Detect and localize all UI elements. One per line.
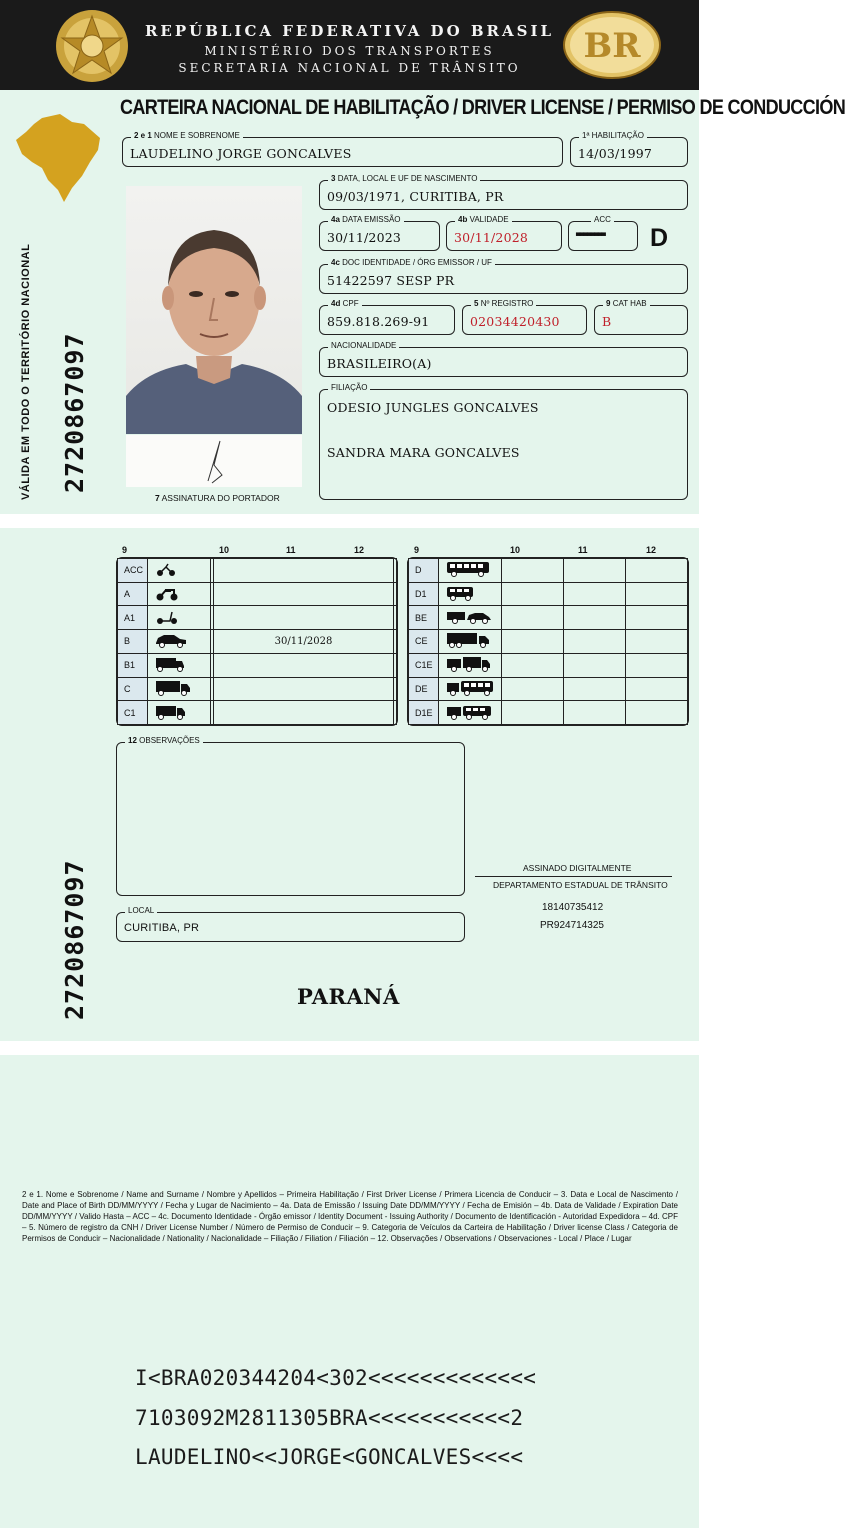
minibus-icon — [445, 585, 493, 601]
code-1: 18140735412 — [542, 902, 604, 913]
category-date-12 — [393, 653, 396, 677]
local-field — [116, 906, 465, 942]
minibus-trailer-icon — [445, 704, 493, 720]
category-row-de — [409, 677, 688, 701]
category-code: CE — [409, 630, 439, 654]
category-date-10 — [502, 701, 564, 725]
mrz-line-1: I<BRA020344204<302<<<<<<<<<<<<< — [135, 1366, 537, 1390]
birth-label: 3 DATA, LOCAL E UF DE NASCIMENTO — [328, 173, 480, 185]
vehicle-cell — [148, 653, 211, 677]
mrz-line-3: LAUDELINO<<JORGE<GONCALVES<<<< — [135, 1445, 524, 1469]
category-code: D1E — [409, 701, 439, 725]
small-truck-icon — [154, 704, 202, 720]
col-header-12-right: 12 — [646, 545, 657, 555]
category-row-c1 — [118, 701, 397, 725]
issue-date-value: 30/11/2023 — [327, 230, 402, 245]
category-date-12 — [626, 582, 688, 606]
validity-note: VÁLIDA EM TODO O TERRITÓRIO NACIONAL — [20, 243, 32, 500]
category-date-12 — [626, 677, 688, 701]
doc-id-value: 51422597 SESP PR — [327, 273, 455, 288]
validity-value: 30/11/2028 — [454, 230, 529, 245]
car-trailer-icon — [445, 609, 493, 625]
cpf-value: 859.818.269-91 — [327, 314, 430, 329]
category-code: C — [118, 677, 148, 701]
category-date-11 — [214, 677, 394, 701]
category-row-d1 — [409, 582, 688, 606]
cat-hab-field — [594, 299, 688, 335]
license-title: CARTEIRA NACIONAL DE HABILITAÇÃO / DRIVER LICENSE / PERMISO DE CONDUCCIÓN — [120, 96, 845, 119]
category-letter: D — [650, 224, 669, 252]
category-date-12 — [393, 701, 396, 725]
category-date-11: 30/11/2028 — [214, 630, 394, 654]
truck-icon — [154, 680, 202, 696]
cat-hab-label: 9 CAT HAB — [603, 298, 650, 310]
category-code: A1 — [118, 606, 148, 630]
nationality-value: BRASILEIRO(A) — [327, 356, 432, 371]
first-license-label: 1ª HABILITAÇÃO — [579, 130, 647, 142]
vehicle-cell — [148, 606, 211, 630]
vehicle-cell — [439, 559, 502, 583]
category-date-11 — [214, 606, 394, 630]
category-code: D — [409, 559, 439, 583]
category-row-ce — [409, 630, 688, 654]
issue-date-field — [319, 215, 440, 251]
category-grid-right — [407, 557, 689, 726]
side-number: 2720867097 — [60, 332, 89, 493]
department-name: DEPARTAMENTO ESTADUAL DE TRÂNSITO — [493, 880, 668, 890]
category-date-12 — [393, 606, 396, 630]
br-badge-text: BR — [583, 26, 641, 66]
holder-photo — [126, 186, 302, 434]
vehicle-cell — [148, 582, 211, 606]
truck-trailer-icon — [445, 632, 493, 648]
category-date-11 — [564, 606, 626, 630]
category-code: B1 — [118, 653, 148, 677]
category-row-d — [409, 559, 688, 583]
nationality-field — [319, 341, 688, 377]
category-grid-left — [116, 557, 398, 726]
vehicle-cell — [148, 630, 211, 654]
category-date-10 — [502, 582, 564, 606]
category-date-10 — [502, 559, 564, 583]
observations-box — [116, 736, 465, 896]
acc-label: ACC — [591, 214, 614, 226]
br-badge-icon — [562, 10, 662, 80]
category-date-12 — [626, 606, 688, 630]
category-date-11 — [564, 559, 626, 583]
category-row-b1 — [118, 653, 397, 677]
observations-label: 12 OBSERVAÇÕES — [125, 735, 203, 747]
vehicle-cell — [439, 677, 502, 701]
category-date-12 — [393, 559, 396, 583]
category-date-11 — [214, 653, 394, 677]
registro-value: 02034420430 — [470, 314, 560, 329]
bus-icon — [445, 561, 493, 577]
filiation-label: FILIAÇÃO — [328, 382, 370, 394]
category-date-10 — [502, 677, 564, 701]
col-header-10-right: 10 — [510, 545, 521, 555]
category-date-11 — [214, 559, 394, 583]
acc-value: ▀▀▀▀▀▀▀▀ — [576, 233, 605, 240]
category-date-12 — [626, 630, 688, 654]
category-date-11 — [564, 630, 626, 654]
category-date-12 — [626, 559, 688, 583]
first-license-field — [570, 131, 688, 167]
father-name: ODESIO JUNGLES GONCALVES — [327, 400, 539, 415]
category-code: DE — [409, 677, 439, 701]
category-code: BE — [409, 606, 439, 630]
validity-field — [446, 215, 562, 251]
cpf-field — [319, 299, 455, 335]
vehicle-cell — [439, 606, 502, 630]
category-date-11 — [214, 582, 394, 606]
vehicle-cell — [148, 559, 211, 583]
vehicle-cell — [439, 630, 502, 654]
cat-hab-value: B — [602, 314, 612, 329]
filiation-field — [319, 383, 688, 500]
category-date-10 — [502, 653, 564, 677]
issue-date-label: 4a DATA EMISSÃO — [328, 214, 404, 226]
category-row-b — [118, 630, 397, 654]
col-header-9-left: 9 — [122, 545, 128, 555]
local-value: CURITIBA, PR — [124, 922, 200, 934]
tricycle-icon — [154, 656, 202, 672]
category-date-12 — [393, 677, 396, 701]
category-row-c — [118, 677, 397, 701]
mrz-line-2: 7103092M2811305BRA<<<<<<<<<<<2 — [135, 1406, 524, 1430]
signature-label: 7 ASSINATURA DO PORTADOR — [155, 493, 280, 503]
category-row-a — [118, 582, 397, 606]
header-line-1: REPÚBLICA FEDERATIVA DO BRASIL — [144, 22, 555, 40]
col-header-11-right: 11 — [578, 545, 588, 555]
category-row-a1 — [118, 606, 397, 630]
category-code: C1 — [118, 701, 148, 725]
category-date-11 — [214, 701, 394, 725]
category-date-12 — [393, 582, 396, 606]
header-bar — [0, 0, 699, 90]
category-date-11 — [564, 582, 626, 606]
signature-icon — [126, 435, 302, 487]
category-row-acc — [118, 559, 397, 583]
motorcycle-icon — [154, 585, 202, 601]
category-date-12 — [626, 701, 688, 725]
moped-icon — [154, 561, 202, 577]
col-header-12-left: 12 — [354, 545, 365, 555]
category-date-11 — [564, 653, 626, 677]
first-license-value: 14/03/1997 — [578, 146, 653, 161]
field-legend: 2 e 1. Nome e Sobrenome / Name and Surname / Nombre y Apellidos – Primeira Habilitação / First Driver License / Primera Licencia de Conducir – 3. Data e Local de Nascimento / Date and Place of Birth DD/MM/YYYY / Fecha y Lugar de Nacimiento – 4a. Data de Emissão / Issuing Date DD/MM/YYYY / Fecha de Emisión – 4b. Data de Validade / Expiration Date DD/MM/YYYY / Valido Hasta – ACC – 4c. Documento Identidade - Órgão emissor / Identity Document - Issuing Authority / Documento de Identificación - Autoridad Expedidora – 4d. CPF – 5. Número de registro da CNH / Driver License Number / Número de Permiso de Conducir – 9. Categoria de Veículos da Carteira de Habilitação / Driver license Class / Categoria de Permisos de Conducir – Nacionalidade / Nationality / Nacionalidade – Filiação / Filiation / Filiación – 12. Observações / Observations / Observaciones - Local / Place / Lugar — [22, 1190, 678, 1243]
header-line-3: SECRETARIA NACIONAL DE TRÂNSITO — [178, 61, 521, 75]
col-header-9-right: 9 — [414, 545, 420, 555]
scooter-icon — [154, 609, 202, 625]
brazil-map-icon — [12, 110, 104, 205]
category-code: A — [118, 582, 148, 606]
acc-field — [568, 215, 638, 251]
signature-line — [475, 876, 672, 877]
category-code: B — [118, 630, 148, 654]
category-date-12 — [393, 630, 396, 654]
name-value: LAUDELINO JORGE GONCALVES — [130, 146, 352, 161]
category-date-12 — [626, 653, 688, 677]
vehicle-cell — [148, 677, 211, 701]
signed-digitally: ASSINADO DIGITALMENTE — [523, 863, 632, 873]
small-truck-trailer-icon — [445, 656, 493, 672]
signature-box — [126, 435, 302, 487]
cpf-label: 4d CPF — [328, 298, 362, 310]
name-field — [122, 131, 563, 167]
category-code: ACC — [118, 559, 148, 583]
name-label: 2 e 1 NOME E SOBRENOME — [131, 130, 243, 142]
mother-name: SANDRA MARA GONCALVES — [327, 445, 520, 460]
category-row-c1e — [409, 653, 688, 677]
vehicle-cell — [439, 582, 502, 606]
birth-field — [319, 174, 688, 210]
category-date-10 — [502, 630, 564, 654]
col-header-11-left: 11 — [286, 545, 296, 555]
category-row-be — [409, 606, 688, 630]
bus-trailer-icon — [445, 680, 493, 696]
doc-id-label: 4c DOC IDENTIDADE / ÓRG EMISSOR / UF — [328, 257, 495, 269]
vehicle-cell — [439, 701, 502, 725]
vehicle-cell — [439, 653, 502, 677]
birth-value: 09/03/1971, CURITIBA, PR — [327, 189, 504, 204]
category-code: D1 — [409, 582, 439, 606]
state-name: PARANÁ — [297, 984, 400, 1009]
registro-label: 5 Nº REGISTRO — [471, 298, 536, 310]
validity-label: 4b VALIDADE — [455, 214, 512, 226]
doc-id-field — [319, 258, 688, 294]
nationality-label: NACIONALIDADE — [328, 340, 399, 352]
category-date-10 — [502, 606, 564, 630]
category-date-11 — [564, 701, 626, 725]
col-header-10-left: 10 — [219, 545, 230, 555]
local-label: LOCAL — [125, 905, 157, 917]
category-date-11 — [564, 677, 626, 701]
category-code: C1E — [409, 653, 439, 677]
license-front — [0, 0, 845, 514]
code-2: PR924714325 — [540, 920, 604, 931]
car-icon — [154, 632, 202, 648]
side-number-back: 2720867097 — [60, 859, 89, 1020]
header-line-2: MINISTÉRIO DOS TRANSPORTES — [204, 44, 495, 58]
registro-field — [462, 299, 587, 335]
vehicle-cell — [148, 701, 211, 725]
category-row-d1e — [409, 701, 688, 725]
